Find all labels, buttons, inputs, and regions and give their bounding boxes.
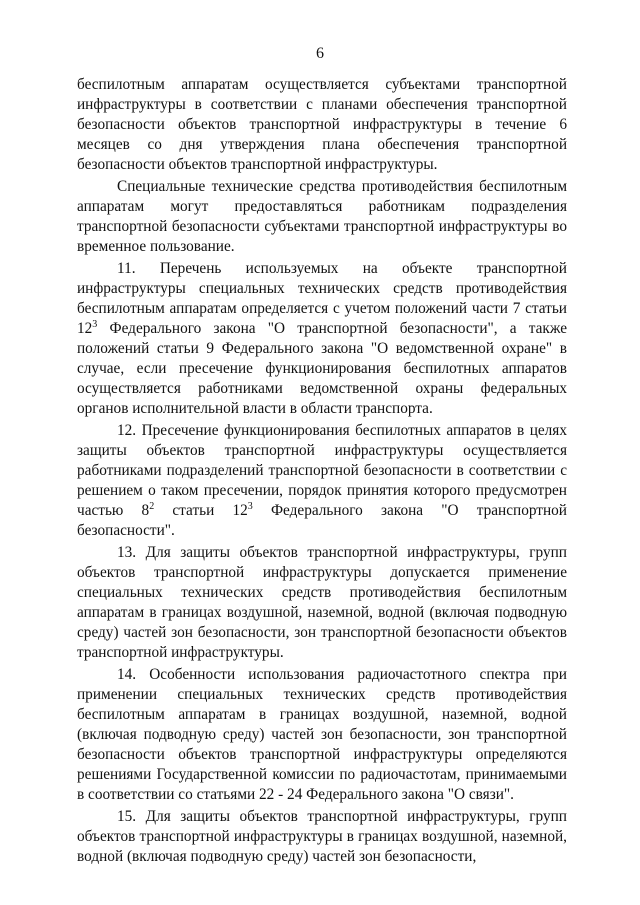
paragraph-text: 15. Для защиты объектов транспортной инфраструктуры, групп объектов транспортной инфраструктуры в границах воздушной, наземной, водной (включая подводную среду) частей зон безопасности, [77, 808, 567, 865]
paragraph-special-means [77, 177, 567, 257]
document-body [77, 75, 567, 869]
paragraph-item-11 [77, 259, 567, 419]
paragraph-text: Специальные технические средства противодействия беспилотным аппаратам могут предоставляться работникам подразделения транспортной безопасности субъектами транспортной инфраструктуры во временное пользование. [77, 178, 567, 255]
paragraph-text: статьи 12 [154, 502, 248, 519]
paragraph-text: беспилотным аппаратам осуществляется субъектами транспортной инфраструктуры в соответствии с планами обеспечения транспортной безопасности объектов транспортной инфраструктуры в течение 6 месяцев со дня утверждения плана обеспечения транспортной безопасности объектов транспортной инфраструктуры. [77, 76, 567, 173]
paragraph-text: 12. Пресечение функционирования беспилотных аппаратов в целях защиты объектов транспортной инфраструктуры осуществляется работниками подразделений транспортной безопасности в соответствии с решением о таком пресечении, порядок принятия которого предусмотрен частью 8 [77, 422, 567, 519]
superscript: 3 [247, 501, 253, 512]
paragraph-item-15 [77, 807, 567, 867]
paragraph-text: 11. Перечень используемых на объекте транспортной инфраструктуры специальных технических средств противодействия беспилотным аппаратам определяется с учетом положений части 7 статьи 12 [77, 260, 567, 337]
paragraph-text: Федерального закона "О транспортной безопасности". [77, 502, 567, 539]
paragraph-item-12 [77, 421, 567, 541]
page-number: 6 [316, 45, 324, 62]
paragraph-text: Федерального закона "О транспортной безопасности", а также положений статьи 9 Федерального закона "О ведомственной охране" в случае, если пресечение функционирования беспилотных аппаратов осуществляется работниками ведомственной охраны федеральных органов исполнительной власти в области транспорта. [77, 320, 567, 417]
paragraph-continuation [77, 75, 567, 175]
paragraph-item-13 [77, 543, 567, 663]
paragraph-text: 14. Особенности использования радиочастотного спектра при применении специальных технических средств противодействия беспилотным аппаратам в границах воздушной, наземной, водной (включая подводную среду) частей зон безопасности, зон транспортной безопасности объектов транспортной инфраструктуры определяются решениями Государственной комиссии по радиочастотам, принимаемыми в соответствии со статьями 22 - 24 Федерального закона "О связи". [77, 666, 567, 803]
superscript: 3 [92, 319, 98, 330]
paragraph-text: 13. Для защиты объектов транспортной инфраструктуры, групп объектов транспортной инфраструктуры допускается применение специальных технических средств противодействия беспилотным аппаратам в границах воздушной, наземной, водной (включая подводную среду) частей зон безопасности, зон транспортной безопасности объектов транспортной инфраструктуры. [77, 544, 567, 661]
paragraph-item-14 [77, 665, 567, 805]
superscript: 2 [149, 501, 155, 512]
